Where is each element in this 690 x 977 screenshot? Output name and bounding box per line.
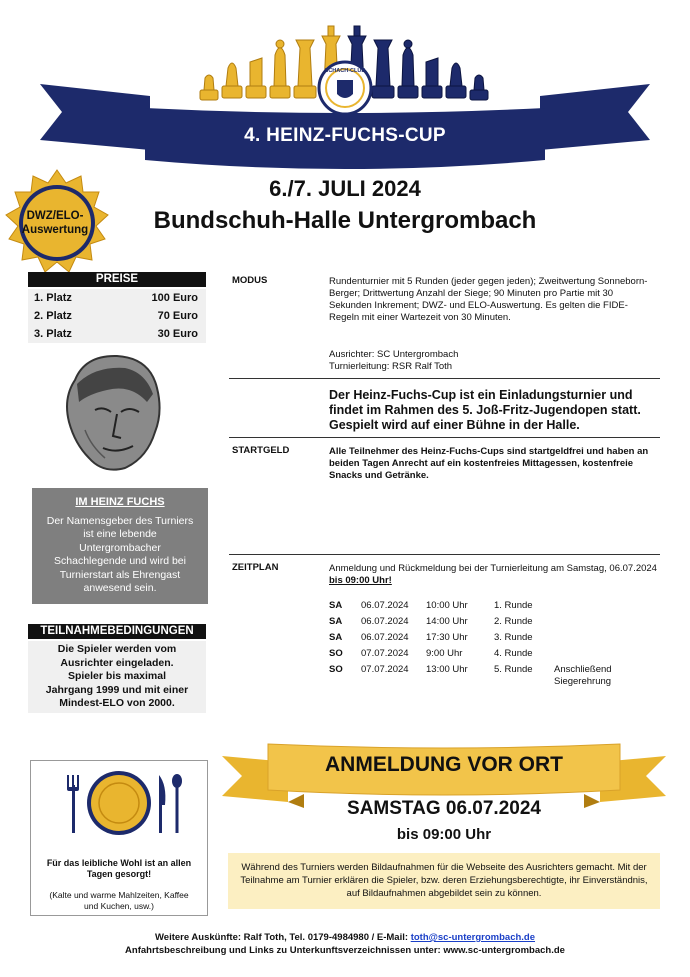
zeitplan-label: ZEITPLAN — [232, 562, 279, 573]
zeitplan-intro-deadline: bis 09:00 Uhr! — [329, 575, 392, 586]
namesake-heading: IM HEINZ FUCHS — [75, 496, 165, 508]
modus-text: Rundenturnier mit 5 Runden (jeder gegen jeden); Zweitwertung Sonneborn-Berger; Drittwertung Anzahl der Siege; 90 Minuten pro Partie mit 30 Sekunden Inkrement; DWZ- und ELO-Auswertung. Es gelten die FIDE-Regeln mit einer Wartezeit von 30 Minuten. — [329, 276, 648, 323]
plate-cutlery-icon — [31, 761, 207, 843]
modus-director: Turnierleitung: RSR Ralf Toth — [329, 361, 453, 372]
divider — [229, 554, 660, 555]
modus-label: MODUS — [232, 275, 268, 286]
heinz-fuchs-portrait — [55, 350, 170, 480]
conditions-text: Die Spieler werden vom Ausrichter eingeladen. Spieler bis maximal Jahrgang 1999 und mit einer Mindest-ELO von 2000. — [28, 641, 206, 713]
event-venue: Bundschuh-Halle Untergrombach — [153, 207, 537, 234]
meal-box — [30, 760, 208, 916]
startgeld-text: Alle Teilnehmer des Heinz-Fuchs-Cups sind startgeldfrei und haben an beiden Tagen Anrecht auf ein kostenfreies Mittagessen, kostenfreie Snacks und Getränke. — [329, 446, 649, 481]
table-row: SO 07.07.2024 13:00 Uhr 5. Runde Anschließend Siegerehrung — [329, 664, 612, 687]
prize-row: 1. Platz 100 Euro — [28, 289, 206, 307]
schedule-table — [329, 600, 634, 688]
footer-contact: Weitere Auskünfte: Ralf Toth, Tel. 0179-4984980 / E-Mail: toth@sc-untergrombach.de — [154, 932, 536, 943]
zeitplan-intro: Anmeldung und Rückmeldung bei der Turnierleitung am Samstag, 06.07.2024 bis 09:00 Uhr! — [329, 563, 657, 586]
registration-time: bis 09:00 Uhr — [396, 826, 492, 843]
prizes-list — [28, 289, 206, 343]
event-title: 4. HEINZ-FUCHS-CUP — [244, 125, 446, 146]
registration-date: SAMSTAG 06.07.2024 — [347, 798, 541, 819]
table-row: SA 06.07.2024 14:00 Uhr 2. Runde — [329, 616, 533, 627]
contact-email-link[interactable]: toth@sc-untergrombach.de — [410, 932, 536, 943]
conditions-heading: TEILNAHMEBEDINGUNGEN — [28, 624, 206, 639]
registration-banner-text: ANMELDUNG VOR ORT — [325, 753, 563, 776]
meal-note: (Kalte und warme Mahlzeiten, Kaffee und Kuchen, usw.) — [49, 890, 189, 911]
invite-text: Der Heinz-Fuchs-Cup ist ein Einladungsturnier und findet im Rahmen des 5. Joß-Fritz-Jugendopen statt. Gespielt wird auf einer Bühne in der Halle. — [329, 388, 641, 432]
prizes-heading: PREISE — [28, 272, 206, 287]
photo-notice: Während des Turniers werden Bildaufnahmen für die Webseite des Ausrichters gemacht. Mit der Teilnahme am Turnier erklären die Spieler, bzw. deren Erziehungsberechtigte, ihr Einverständnis, auf Bildaufnahmen abgebildet sein zu können. — [228, 853, 660, 909]
divider — [229, 378, 660, 379]
modus-organizer: Ausrichter: SC Untergrombach — [329, 349, 459, 360]
header-graphic — [0, 0, 690, 180]
table-row: SO 07.07.2024 9:00 Uhr 4. Runde — [329, 648, 533, 659]
table-row: SA 06.07.2024 17:30 Uhr 3. Runde — [329, 632, 533, 643]
prize-row: 3. Platz 30 Euro — [28, 325, 206, 343]
table-row: SA 06.07.2024 10:00 Uhr 1. Runde — [329, 600, 533, 611]
event-date: 6./7. JULI 2024 — [269, 176, 421, 201]
namesake-box — [32, 488, 208, 604]
divider — [229, 437, 660, 438]
footer-directions: Anfahrtsbeschreibung und Links zu Unterkunftsverzeichnissen unter: www.sc-untergrombach.de — [125, 945, 565, 956]
meal-text: Für das leibliche Wohl ist an allen Tagen gesorgt! — [46, 858, 192, 879]
prize-row: 2. Platz 70 Euro — [28, 307, 206, 325]
namesake-text: Der Namensgeber des Turniers ist eine lebende Untergrombacher Schachlegende und wird bei Turnierstart als Ehrengast anwesend sein. — [46, 514, 194, 594]
startgeld-label: STARTGELD — [232, 445, 290, 456]
svg-text:SCHACH-CLUB: SCHACH-CLUB — [324, 68, 366, 74]
club-logo — [319, 62, 371, 114]
badge-text: DWZ/ELO- Auswertung — [21, 210, 89, 236]
